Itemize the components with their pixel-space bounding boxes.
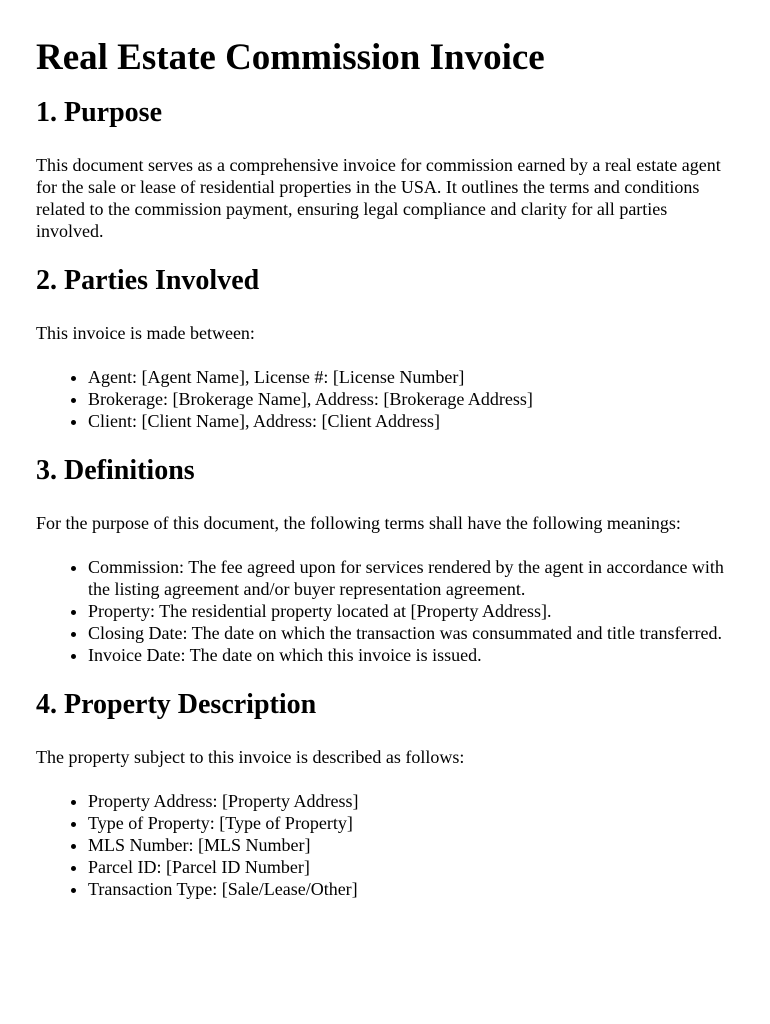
- section-paragraph: This document serves as a comprehensive invoice for commission earned by a real estate agent for the sale or lease of residential properties in the USA. It outlines the terms and conditions related to the commission payment, ensuring legal compliance and clarity for all parties involved.: [36, 155, 721, 241]
- section-definitions: [36, 454, 734, 666]
- section-heading: 2. Parties Involved: [36, 265, 260, 296]
- list-item: • Closing Date: The date on which the transaction was consummated and title transferred.: [88, 622, 734, 644]
- list-item: • MLS Number: [MLS Number]: [88, 834, 734, 856]
- section-heading: 4. Property Description: [36, 689, 317, 720]
- section-paragraph: This invoice is made between:: [36, 323, 255, 343]
- list-item: • Invoice Date: The date on which this invoice is issued.: [88, 644, 734, 666]
- section-parties-involved: [36, 264, 734, 432]
- section-heading: 3. Definitions: [36, 455, 195, 486]
- property-list: [36, 790, 734, 900]
- list-item: • Transaction Type: [Sale/Lease/Other]: [88, 878, 734, 900]
- list-item: • Brokerage: [Brokerage Name], Address: [Brokerage Address]: [88, 388, 734, 410]
- list-item: • Property Address: [Property Address]: [88, 790, 734, 812]
- list-item: • Type of Property: [Type of Property]: [88, 812, 734, 834]
- list-item: • Commission: The fee agreed upon for services rendered by the agent in accordance with the listing agreement and/or buyer representation agreement.: [88, 556, 734, 600]
- list-item: • Property: The residential property located at [Property Address].: [88, 600, 734, 622]
- document-title: Real Estate Commission Invoice: [36, 37, 545, 78]
- list-item: • Client: [Client Name], Address: [Client Address]: [88, 410, 734, 432]
- section-property-description: [36, 688, 734, 900]
- section-paragraph: For the purpose of this document, the following terms shall have the following meanings:: [36, 513, 681, 533]
- list-item: • Agent: [Agent Name], License #: [License Number]: [88, 366, 734, 388]
- section-purpose: [36, 96, 734, 242]
- section-heading: 1. Purpose: [36, 97, 162, 128]
- list-item: • Parcel ID: [Parcel ID Number]: [88, 856, 734, 878]
- parties-list: [36, 366, 734, 432]
- definitions-list: [36, 556, 734, 666]
- section-paragraph: The property subject to this invoice is described as follows:: [36, 747, 465, 767]
